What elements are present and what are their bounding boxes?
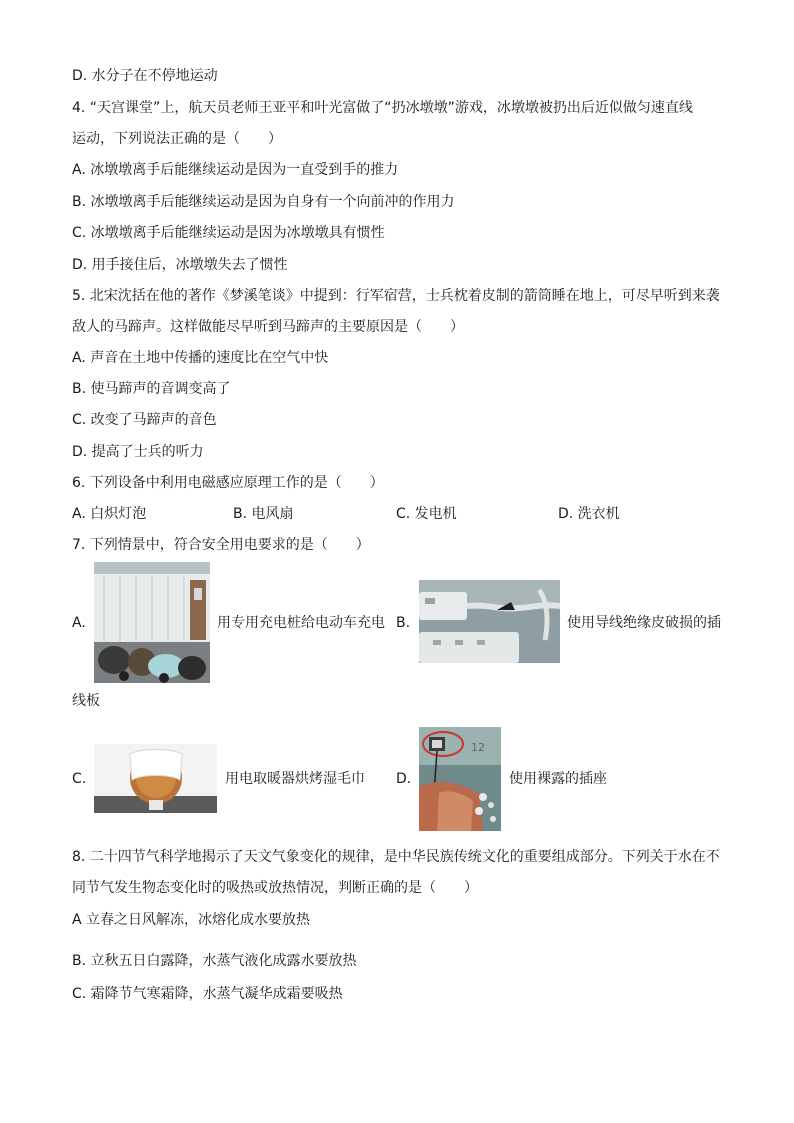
q7-option-b-letter: B. xyxy=(396,615,411,631)
q4-stem-line-2: 运动，下列说法正确的是（ ） xyxy=(72,131,282,147)
q5-stem-line-2: 敌人的马蹄声。这样做能尽早听到马蹄声的主要原因是（ ） xyxy=(72,319,464,335)
q7-option-b-caption: 使用导线绝缘皮破损的插 xyxy=(567,615,721,631)
q8-stem-line-1: 8. 二十四节气科学地揭示了天文气象变化的规律，是中华民族传统文化的重要组成部分。下列关于水在不 xyxy=(72,849,720,865)
q5-option-b: B. 使马蹄声的音调变高了 xyxy=(72,381,231,397)
q5-option-a: A. 声音在土地中传播的速度比在空气中快 xyxy=(72,350,329,366)
q4-option-b: B. 冰墩墩离手后能继续运动是因为自身有一个向前冲的作用力 xyxy=(72,194,455,210)
q5-option-c: C. 改变了马蹄声的音色 xyxy=(72,412,217,428)
q4-option-d: D. 用手接住后，冰墩墩失去了惯性 xyxy=(72,257,288,273)
q8-stem-line-2: 同节气发生物态变化时的吸热或放热情况，判断正确的是（ ） xyxy=(72,880,478,896)
q7-option-c-photo xyxy=(94,744,217,813)
q6-option-b: B. 电风扇 xyxy=(233,506,294,522)
q4-stem-line-1: 4. “天宫课堂”上，航天员老师王亚平和叶光富做了“扔冰墩墩”游戏，冰墩墩被扔出后近似做匀速直线 xyxy=(72,100,693,116)
q4-option-a: A. 冰墩墩离手后能继续运动是因为一直受到手的推力 xyxy=(72,162,399,178)
q3-option-d: D. 水分子在不停地运动 xyxy=(72,68,218,84)
q6-option-d: D. 洗衣机 xyxy=(558,506,620,522)
svg-text:12: 12 xyxy=(471,741,485,754)
q7-option-b-caption-cont: 线板 xyxy=(72,693,100,709)
q7-option-a-letter: A. xyxy=(72,615,86,631)
q6-option-c: C. 发电机 xyxy=(396,506,457,522)
q5-stem-line-1: 5. 北宋沈括在他的著作《梦溪笔谈》中提到：行军宿营，士兵枕着皮制的箭筒睡在地上，可尽早听到来袭 xyxy=(72,288,720,304)
q7-stem: 7. 下列情景中，符合安全用电要求的是（ ） xyxy=(72,537,370,553)
q8-option-b: B. 立秋五日白露降，水蒸气液化成露水要放热 xyxy=(72,953,357,969)
q7-option-c-caption: 用电取暖器烘烤湿毛巾 xyxy=(225,771,365,787)
q6-stem: 6. 下列设备中利用电磁感应原理工作的是（ ） xyxy=(72,475,384,491)
q4-option-c: C. 冰墩墩离手后能继续运动是因为冰墩墩具有惯性 xyxy=(72,225,385,241)
q6-option-a: A. 白炽灯泡 xyxy=(72,506,147,522)
q7-option-d-caption: 使用裸露的插座 xyxy=(509,771,607,787)
q7-option-d-letter: D. xyxy=(396,771,412,787)
q7-option-a-photo xyxy=(94,562,210,683)
q8-option-a: A 立春之日风解冻，冰熔化成水要放热 xyxy=(72,912,311,928)
q7-option-a-caption: 用专用充电桩给电动车充电 xyxy=(217,615,385,631)
q5-option-d: D. 提高了士兵的听力 xyxy=(72,444,204,460)
q8-option-c: C. 霜降节气寒霜降，水蒸气凝华成霜要吸热 xyxy=(72,986,343,1002)
q6-options xyxy=(72,505,722,523)
q7-option-d-photo xyxy=(419,727,501,831)
q7-option-c-letter: C. xyxy=(72,771,87,787)
q7-option-b-photo xyxy=(419,580,560,663)
